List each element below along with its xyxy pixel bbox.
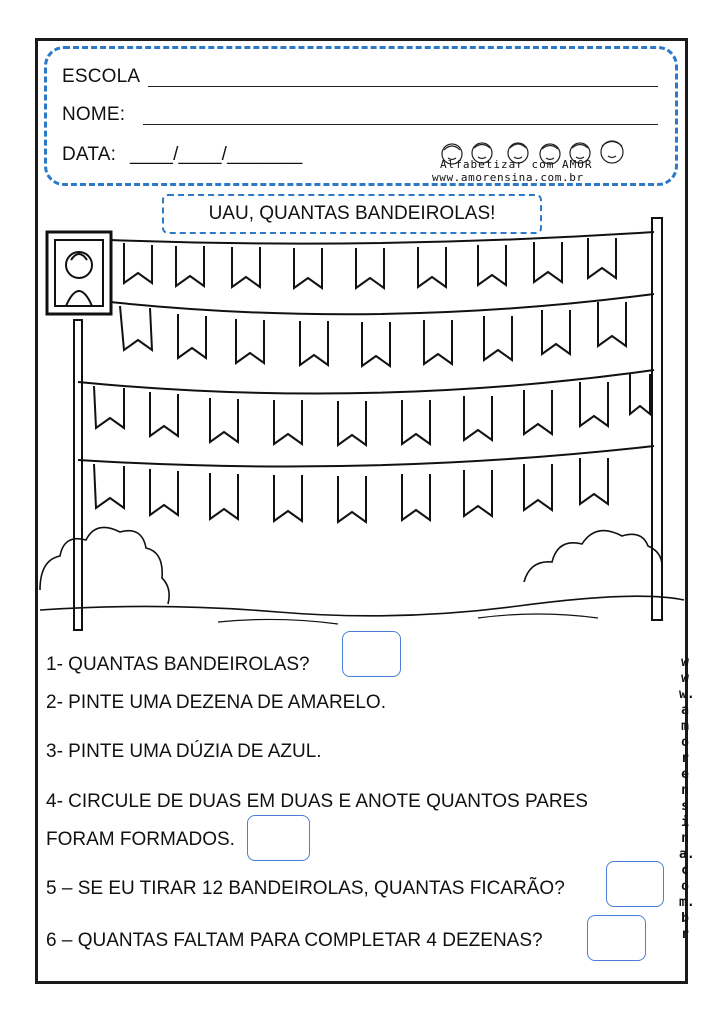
- school-field[interactable]: [148, 86, 658, 87]
- question-6: 6 – QUANTAS FALTAM PARA COMPLETAR 4 DEZENAS?: [46, 930, 543, 951]
- date-field[interactable]: ____/____/_______: [130, 144, 303, 165]
- question-2: 2- PINTE UMA DEZENA DE AMARELO.: [46, 692, 386, 713]
- question-5: 5 – SE EU TIRAR 12 BANDEIROLAS, QUANTAS FICARÃO?: [46, 878, 565, 899]
- question-3: 3- PINTE UMA DÚZIA DE AZUL.: [46, 741, 322, 762]
- worksheet-title: UAU, QUANTAS BANDEIROLAS!: [162, 194, 542, 234]
- answer-box-1[interactable]: [342, 631, 401, 677]
- answer-box-4[interactable]: [247, 815, 310, 861]
- logo-url: www.amorensina.com.br: [432, 171, 584, 184]
- date-label: DATA:: [62, 144, 117, 165]
- logo-text: Alfabetizar com AMOR: [440, 158, 593, 171]
- name-field[interactable]: [143, 124, 658, 125]
- answer-box-5[interactable]: [606, 861, 664, 907]
- question-4-line2: FORAM FORMADOS.: [46, 829, 235, 850]
- answer-box-6[interactable]: [587, 915, 646, 961]
- question-4-line1: 4- CIRCULE DE DUAS EM DUAS E ANOTE QUANTOS PARES: [46, 791, 588, 812]
- question-1: 1- QUANTAS BANDEIROLAS?: [46, 654, 310, 675]
- bunting-illustration: [38, 210, 685, 635]
- school-label: ESCOLA: [62, 66, 141, 87]
- name-label: NOME:: [62, 104, 126, 125]
- side-url: www.amorensina.com.br: [679, 655, 695, 942]
